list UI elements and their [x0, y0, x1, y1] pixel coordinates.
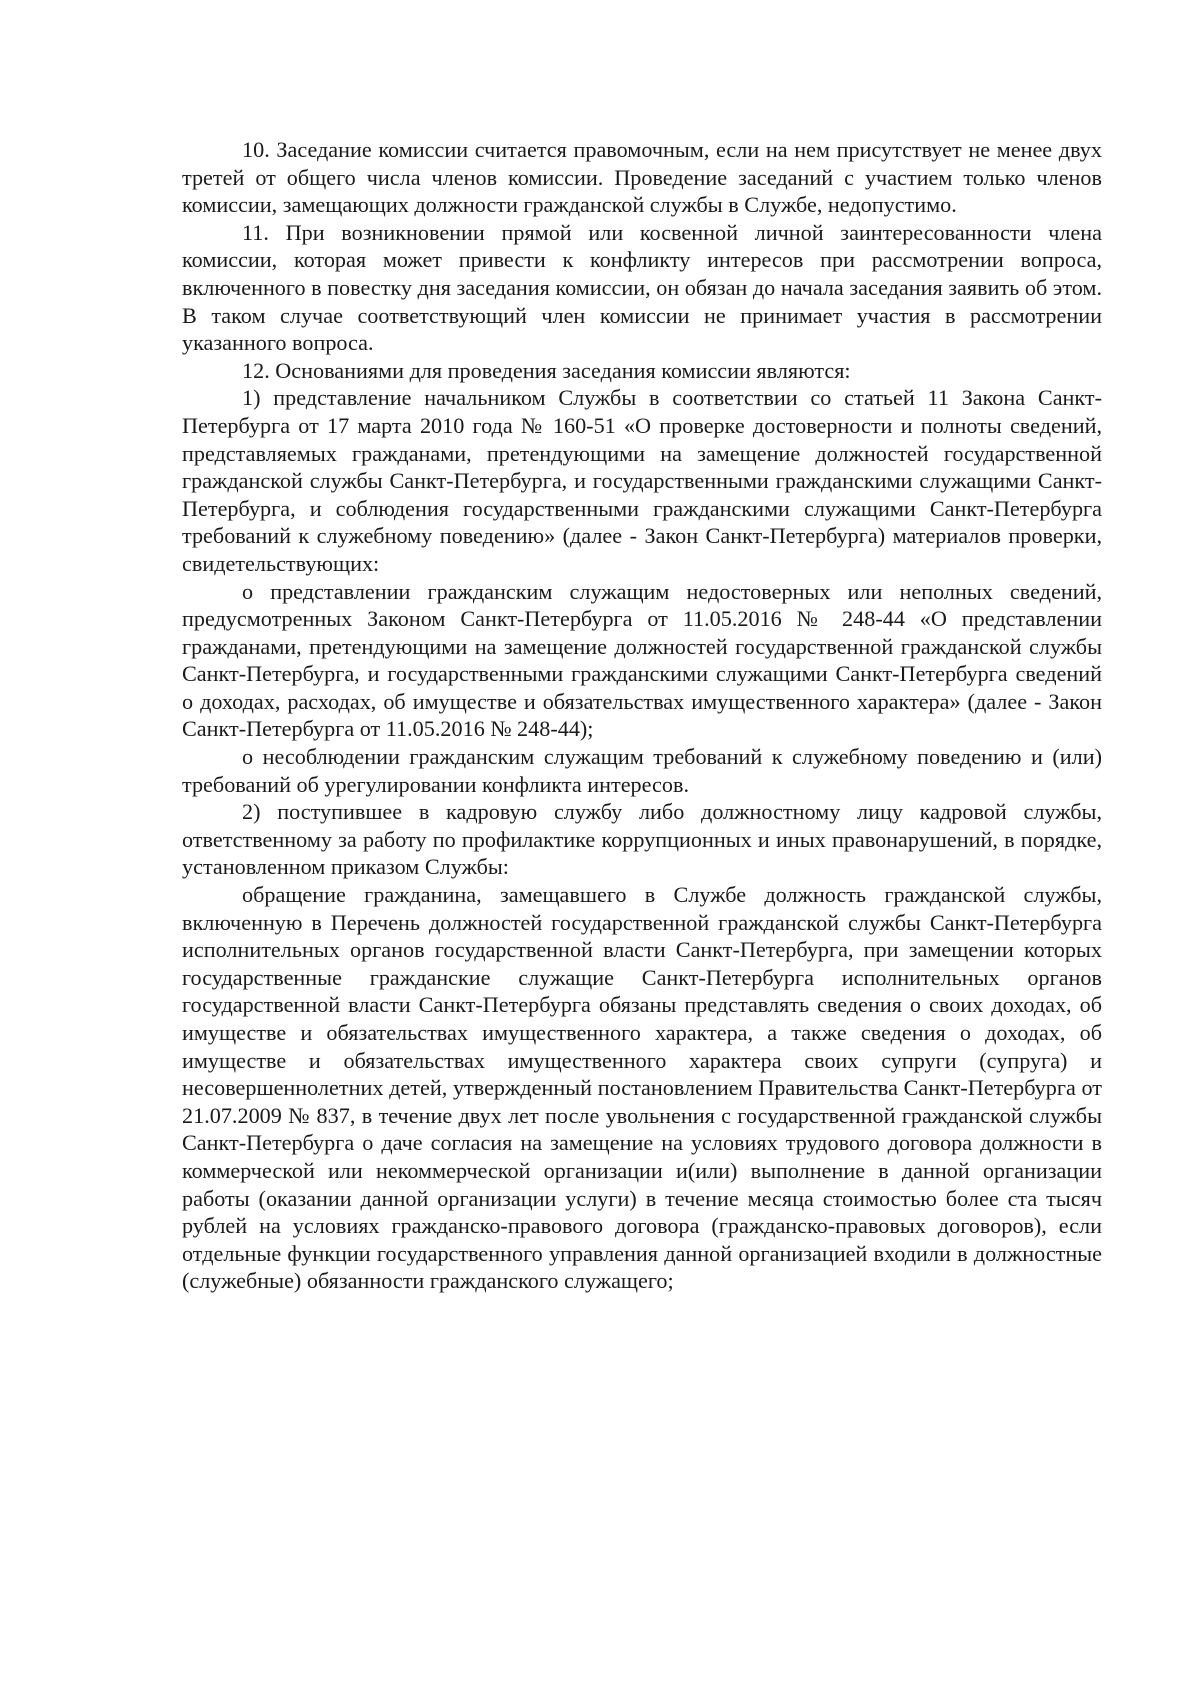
paragraph-12-item-1-a: о представлении гражданским служащим недостоверных или неполных сведений, предусмотренных Законом Санкт-Петербурга от 11.05.2016 № 248-44 «О представлении гражданами, претендующими на замещение должностей государственной гражданской службы Санкт-Петербурга, и государственными гражданскими служащими Санкт-Петербурга сведений о доходах, расходах, об имуществе и обязательствах имущественного характера» (далее - Закон Санкт-Петербурга от 11.05.2016 № 248-44);: [182, 578, 1102, 742]
paragraph-12: 12. Основаниями для проведения заседания комиссии являются:: [242, 357, 851, 383]
paragraph-10: 10. Заседание комиссии считается правомочным, если на нем присутствует не менее двух третей от общего числа членов комиссии. Проведение заседаний с участием только членов комиссии, замещающих должности гражданской службы в Службе, недопустимо.: [182, 137, 1102, 218]
paragraph-12-item-1: 1) представление начальником Службы в соответствии со статьей 11 Закона Санкт-Петербурга от 17 марта 2010 года № 160-51 «О проверке достоверности и полноты сведений, представляемых гражданами, претендующими на замещение должностей государственной гражданской службы Санкт-Петербурга, и государственными гражданскими служащими Санкт-Петербурга, и соблюдения государственными гражданскими служащими Санкт-Петербурга требований к служебному поведению» (далее - Закон Санкт-Петербурга) материалов проверки, свидетельствующих:: [182, 385, 1102, 576]
paragraph-12-item-2-a: обращение гражданина, замещавшего в Службе должность гражданской службы, включенную в Перечень должностей государственной гражданской службы Санкт-Петербурга исполнительных органов государственной власти Санкт-Петербурга, при замещении которых государственные гражданские служащие Санкт-Петербурга исполнительных органов государственной власти Санкт-Петербурга обязаны представлять сведения о своих доходах, об имуществе и обязательствах имущественного характера, а также сведения о доходах, об имуществе и обязательствах имущественного характера своих супруги (супруга) и несовершеннолетних детей, утвержденный постановлением Правительства Санкт-Петербурга от 21.07.2009 № 837, в течение двух лет после увольнения с государственной гражданской службы Санкт-Петербурга о даче согласия на замещение на условиях трудового договора должности в коммерческой или некоммерческой организации и(или) выполнение в данной организации работы (оказании данной организации услуги) в течение месяца стоимостью более ста тысяч рублей на условиях гражданско-правового договора (гражданско-правовых договоров), если отдельные функции государственного управления данной организацией входили в должностные (служебные) обязанности гражданского служащего;: [182, 882, 1102, 1294]
document-page: [182, 136, 1102, 1295]
paragraph-11: 11. При возникновении прямой или косвенной личной заинтересованности члена комиссии, которая может привести к конфликту интересов при рассмотрении вопроса, включенного в повестку дня заседания комиссии, он обязан до начала заседания заявить об этом. В таком случае соответствующий член комиссии не принимает участия в рассмотрении указанного вопроса.: [182, 219, 1102, 356]
paragraph-12-item-2: 2) поступившее в кадровую службу либо должностному лицу кадровой службы, ответственному за работу по профилактике коррупционных и иных правонарушений, в порядке, установленном приказом Службы:: [182, 799, 1102, 880]
paragraph-12-item-1-b: о несоблюдении гражданским служащим требований к служебному поведению и (или) требований об урегулировании конфликта интересов.: [182, 744, 1102, 797]
